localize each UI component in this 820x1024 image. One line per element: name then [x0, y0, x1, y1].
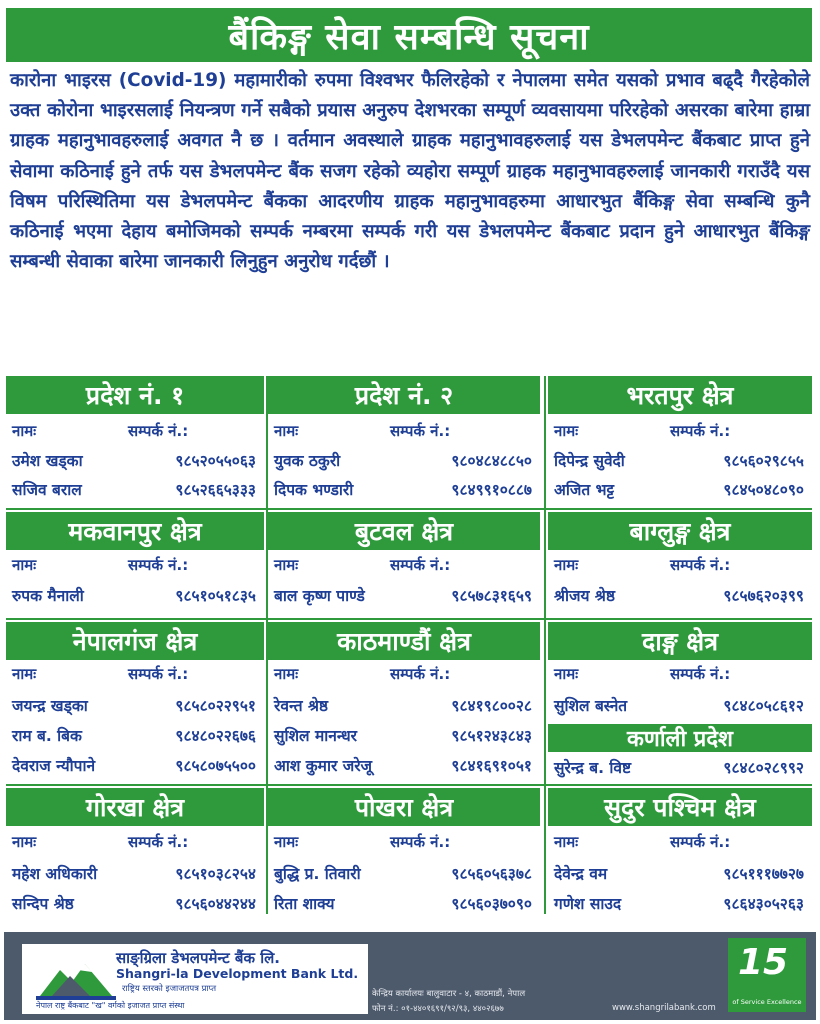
- region-title: भरतपुर क्षेत्र: [548, 376, 812, 414]
- name-column-label: नामः: [12, 422, 37, 440]
- contact-row: [274, 724, 532, 750]
- contact-row: [554, 478, 804, 504]
- region-title: काठमाण्डौं क्षेत्र: [268, 622, 540, 660]
- name-column-label: नामः: [274, 833, 299, 851]
- bank-name-nepali: साङ्ग्रिला डेभलपमेन्ट बैंक लि.: [116, 949, 280, 967]
- contact-phone[interactable]: ९८५१२४३८४३: [451, 727, 532, 745]
- anniversary-number: 15: [738, 942, 789, 983]
- region-title: सुदुर पश्चिम क्षेत्र: [548, 788, 812, 826]
- contact-phone[interactable]: ९८०४८४८८५०: [451, 452, 532, 470]
- contact-row: [12, 694, 256, 720]
- contact-row: [554, 862, 804, 888]
- contact-name: बुद्धि प्र. तिवारी: [274, 865, 361, 883]
- contact-phone[interactable]: ९८५२०५५०६३: [175, 452, 256, 470]
- contact-row: [554, 449, 804, 475]
- name-column-label: नामः: [12, 665, 37, 683]
- contact-row: [554, 584, 804, 610]
- contact-row: [12, 754, 256, 780]
- row-divider: [6, 618, 812, 620]
- contact-name: दिपेन्द्र सुवेदी: [554, 452, 625, 470]
- region-title: दाङ्ग क्षेत्र: [548, 622, 812, 660]
- contact-name: जयन्द्र खड्का: [12, 697, 88, 715]
- contact-row: [12, 478, 256, 504]
- name-column-label: नामः: [554, 556, 579, 574]
- column-headers: [12, 555, 189, 575]
- column-headers: [554, 664, 731, 684]
- contact-phone[interactable]: ९८४८०५८६१२: [723, 697, 804, 715]
- contact-name: रिता शाक्य: [274, 895, 335, 913]
- column-headers: [12, 832, 189, 852]
- region-title: बाग्लुङ्ग क्षेत्र: [548, 512, 812, 550]
- anniversary-badge: [728, 938, 806, 1012]
- name-column-label: नामः: [554, 833, 579, 851]
- contact-phone[interactable]: ९८५८०२२९५१: [175, 697, 256, 715]
- contact-phone[interactable]: ९८६४३०५२६३: [723, 895, 804, 913]
- column-headers: [274, 421, 451, 441]
- contact-phone[interactable]: ९८४९९१०८८७: [451, 481, 532, 499]
- column-headers: [554, 555, 731, 575]
- contact-row: [274, 449, 532, 475]
- contact-name: दिपक भण्डारी: [274, 481, 354, 499]
- bank-tagline: नेपाल राष्ट्र बैंकबाट "ख" वर्गको इजाजत प्राप्त संस्था: [36, 1001, 185, 1010]
- contact-phone[interactable]: ९८५१११७७२७: [723, 865, 804, 883]
- name-column-label: नामः: [12, 833, 37, 851]
- row-divider: [6, 784, 812, 786]
- contact-phone[interactable]: ९८५१०३८२५४: [175, 865, 256, 883]
- notice-text: कारोना भाइरस (Covid-19) महामारीको रुपमा विश्वभर फैलिरहेको र नेपालमा समेत यसको प्रभाव बढ्दै गैरहेकोले उक्त कोरोना भाइरसलाई नियन्त्रण गर्ने सबैको प्रयास अनुरुप देशभरका सम्पूर्ण व्यवसायमा परिरहेको असरका बारेमा हाम्रा ग्राहक महानुभावहरुलाई अवगत नै छ । वर्तमान अवस्थाले ग्राहक महानुभावहरुलाई यस डेभलपमेन्ट बैंकबाट प्राप्त हुने सेवामा कठिनाई हुने तर्फ यस डेभलपमेन्ट बैंक सजग रहेको व्यहोरा सम्पूर्ण ग्राहक महानुभावहरुलाई जानकारी गराउँदै यस विषम परिस्थितिमा यस डेभलपमेन्ट बैंकका आदरणीय ग्राहक महानुभावहरुमा आधारभुत बैंकिङ्ग सेवा सम्बन्धि कुनै कठिनाई भएमा देहाय बमोजिमको सम्पर्क नम्बरमा सम्पर्क गरी यस डेभलपमेन्ट बैंकबाट प्रदान हुने आधारभुत बैंकिङ्ग सम्बन्धी सेवाका बारेमा जानकारी लिनुहुन अनुरोध गर्दछौं ।: [10, 70, 810, 273]
- region-title: गोरखा क्षेत्र: [6, 788, 264, 826]
- contact-row: [554, 892, 804, 918]
- name-column-label: नामः: [274, 665, 299, 683]
- region-title: कर्णाली प्रदेश: [548, 724, 812, 752]
- mountain-logo-icon: [30, 948, 120, 1008]
- bank-sub: राष्ट्रिय स्तरको इजाजतपत्र प्राप्त: [122, 984, 217, 994]
- row-divider: [6, 508, 812, 510]
- column-headers: [274, 832, 451, 852]
- contact-phone[interactable]: ९८५६०३७०९०: [451, 895, 532, 913]
- contact-phone[interactable]: ९८४१९८००२८: [451, 697, 532, 715]
- contact-name: अजित भट्ट: [554, 481, 615, 499]
- contact-phone[interactable]: ९८५७६२०३९९: [723, 587, 804, 605]
- contact-row: [554, 694, 804, 720]
- contact-column-label: सम्पर्क नं.:: [128, 665, 189, 683]
- contact-name: उमेश खड्का: [12, 452, 83, 470]
- region-title: बुटवल क्षेत्र: [268, 512, 540, 550]
- contact-name: महेश अधिकारी: [12, 865, 98, 883]
- contact-phone[interactable]: ९८४१६९१०५१: [451, 757, 532, 775]
- region-title: प्रदेश नं. २: [268, 376, 540, 414]
- contact-name: देवेन्द्र वम: [554, 865, 608, 883]
- region-title: पोखरा क्षेत्र: [268, 788, 540, 826]
- column-headers: [274, 664, 451, 684]
- page-title: बैंकिङ्ग सेवा सम्बन्धि सूचना: [6, 8, 812, 62]
- contact-name: देवराज न्यौपाने: [12, 757, 96, 775]
- contact-row: [274, 892, 532, 918]
- contact-phone[interactable]: ९८४५०४८०९०: [723, 481, 804, 499]
- contact-name: गणेश साउद: [554, 895, 622, 913]
- contact-phone[interactable]: ९८५८०७५५००: [175, 757, 256, 775]
- contact-column-label: सम्पर्क नं.:: [670, 665, 731, 683]
- contact-row: [12, 584, 256, 610]
- contact-row: [12, 862, 256, 888]
- contact-row: [12, 449, 256, 475]
- column-headers: [554, 421, 731, 441]
- contact-phone[interactable]: ९८४८०२२६७६: [175, 727, 256, 745]
- contact-column-label: सम्पर्क नं.:: [390, 556, 451, 574]
- name-column-label: नामः: [274, 422, 299, 440]
- contact-column-label: सम्पर्क नं.:: [670, 556, 731, 574]
- contact-row: [274, 754, 532, 780]
- bank-name-english: Shangri-la Development Bank Ltd.: [116, 966, 359, 981]
- contact-name: युवक ठकुरी: [274, 452, 341, 470]
- contact-column-label: सम्पर्क नं.:: [670, 422, 731, 440]
- region-title: मकवानपुर क्षेत्र: [6, 512, 264, 550]
- contact-name: रुपक मैनाली: [12, 587, 84, 605]
- office-contact: फोन नं.: ०१-४४०१६९१/९२/९३, ४४०२६७७: [372, 1004, 504, 1014]
- contact-row: [554, 756, 804, 782]
- contact-name: सजिव बराल: [12, 481, 82, 499]
- region-title: नेपालगंज क्षेत्र: [6, 622, 264, 660]
- contact-column-label: सम्पर्क नं.:: [390, 665, 451, 683]
- column-headers: [554, 832, 731, 852]
- contact-phone[interactable]: ९८५६०५६३७८: [451, 865, 532, 883]
- contact-phone[interactable]: ९८५७८३१६५९: [451, 587, 532, 605]
- contact-row: [274, 694, 532, 720]
- contact-column-label: सम्पर्क नं.:: [128, 422, 189, 440]
- name-column-label: नामः: [12, 556, 37, 574]
- contact-name: सुशिल मानन्धर: [274, 727, 357, 745]
- column-headers: [12, 421, 189, 441]
- contact-column-label: सम्पर्क नं.:: [128, 556, 189, 574]
- contact-row: [274, 584, 532, 610]
- contact-name: सुरेन्द्र ब. विष्ट: [554, 759, 632, 777]
- contact-phone[interactable]: ९८५१०५१८३५: [175, 587, 256, 605]
- contact-row: [12, 892, 256, 918]
- office-address: केन्द्रिय कार्यालयः बालुवाटार - ४, काठमाडौं, नेपाल: [372, 989, 526, 999]
- contact-column-label: सम्पर्क नं.:: [390, 833, 451, 851]
- contact-name: राम ब. बिक: [12, 727, 82, 745]
- anniversary-text: of Service Excellence: [732, 998, 802, 1006]
- contact-column-label: सम्पर्क नं.:: [390, 422, 451, 440]
- website-link[interactable]: www.shangrilabank.com: [612, 1003, 716, 1013]
- region-title: प्रदेश नं. १: [6, 376, 264, 414]
- name-column-label: नामः: [274, 556, 299, 574]
- contact-phone[interactable]: ९८५२६६५३३३: [175, 481, 256, 499]
- contact-name: बाल कृष्ण पाण्डे: [274, 587, 365, 605]
- column-divider: [544, 376, 546, 914]
- contact-row: [274, 478, 532, 504]
- contact-phone[interactable]: ९८५६०४४२४४: [175, 895, 256, 913]
- contact-row: [12, 724, 256, 750]
- contact-name: श्रीजय श्रेष्ठ: [554, 587, 615, 605]
- column-divider: [266, 376, 268, 914]
- column-headers: [274, 555, 451, 575]
- contact-phone[interactable]: ९८५६०२९८५५: [723, 452, 804, 470]
- column-headers: [12, 664, 189, 684]
- contact-name: सुशिल बस्नेत: [554, 697, 628, 715]
- contact-phone[interactable]: ९८४८०२८९९२: [723, 759, 804, 777]
- contact-column-label: सम्पर्क नं.:: [670, 833, 731, 851]
- contact-row: [274, 862, 532, 888]
- contact-name: आश कुमार जरेजू: [274, 757, 373, 775]
- contact-name: रेवन्त श्रेष्ठ: [274, 697, 329, 715]
- contact-column-label: सम्पर्क नं.:: [128, 833, 189, 851]
- contact-name: सन्दिप श्रेष्ठ: [12, 895, 74, 913]
- name-column-label: नामः: [554, 665, 579, 683]
- name-column-label: नामः: [554, 422, 579, 440]
